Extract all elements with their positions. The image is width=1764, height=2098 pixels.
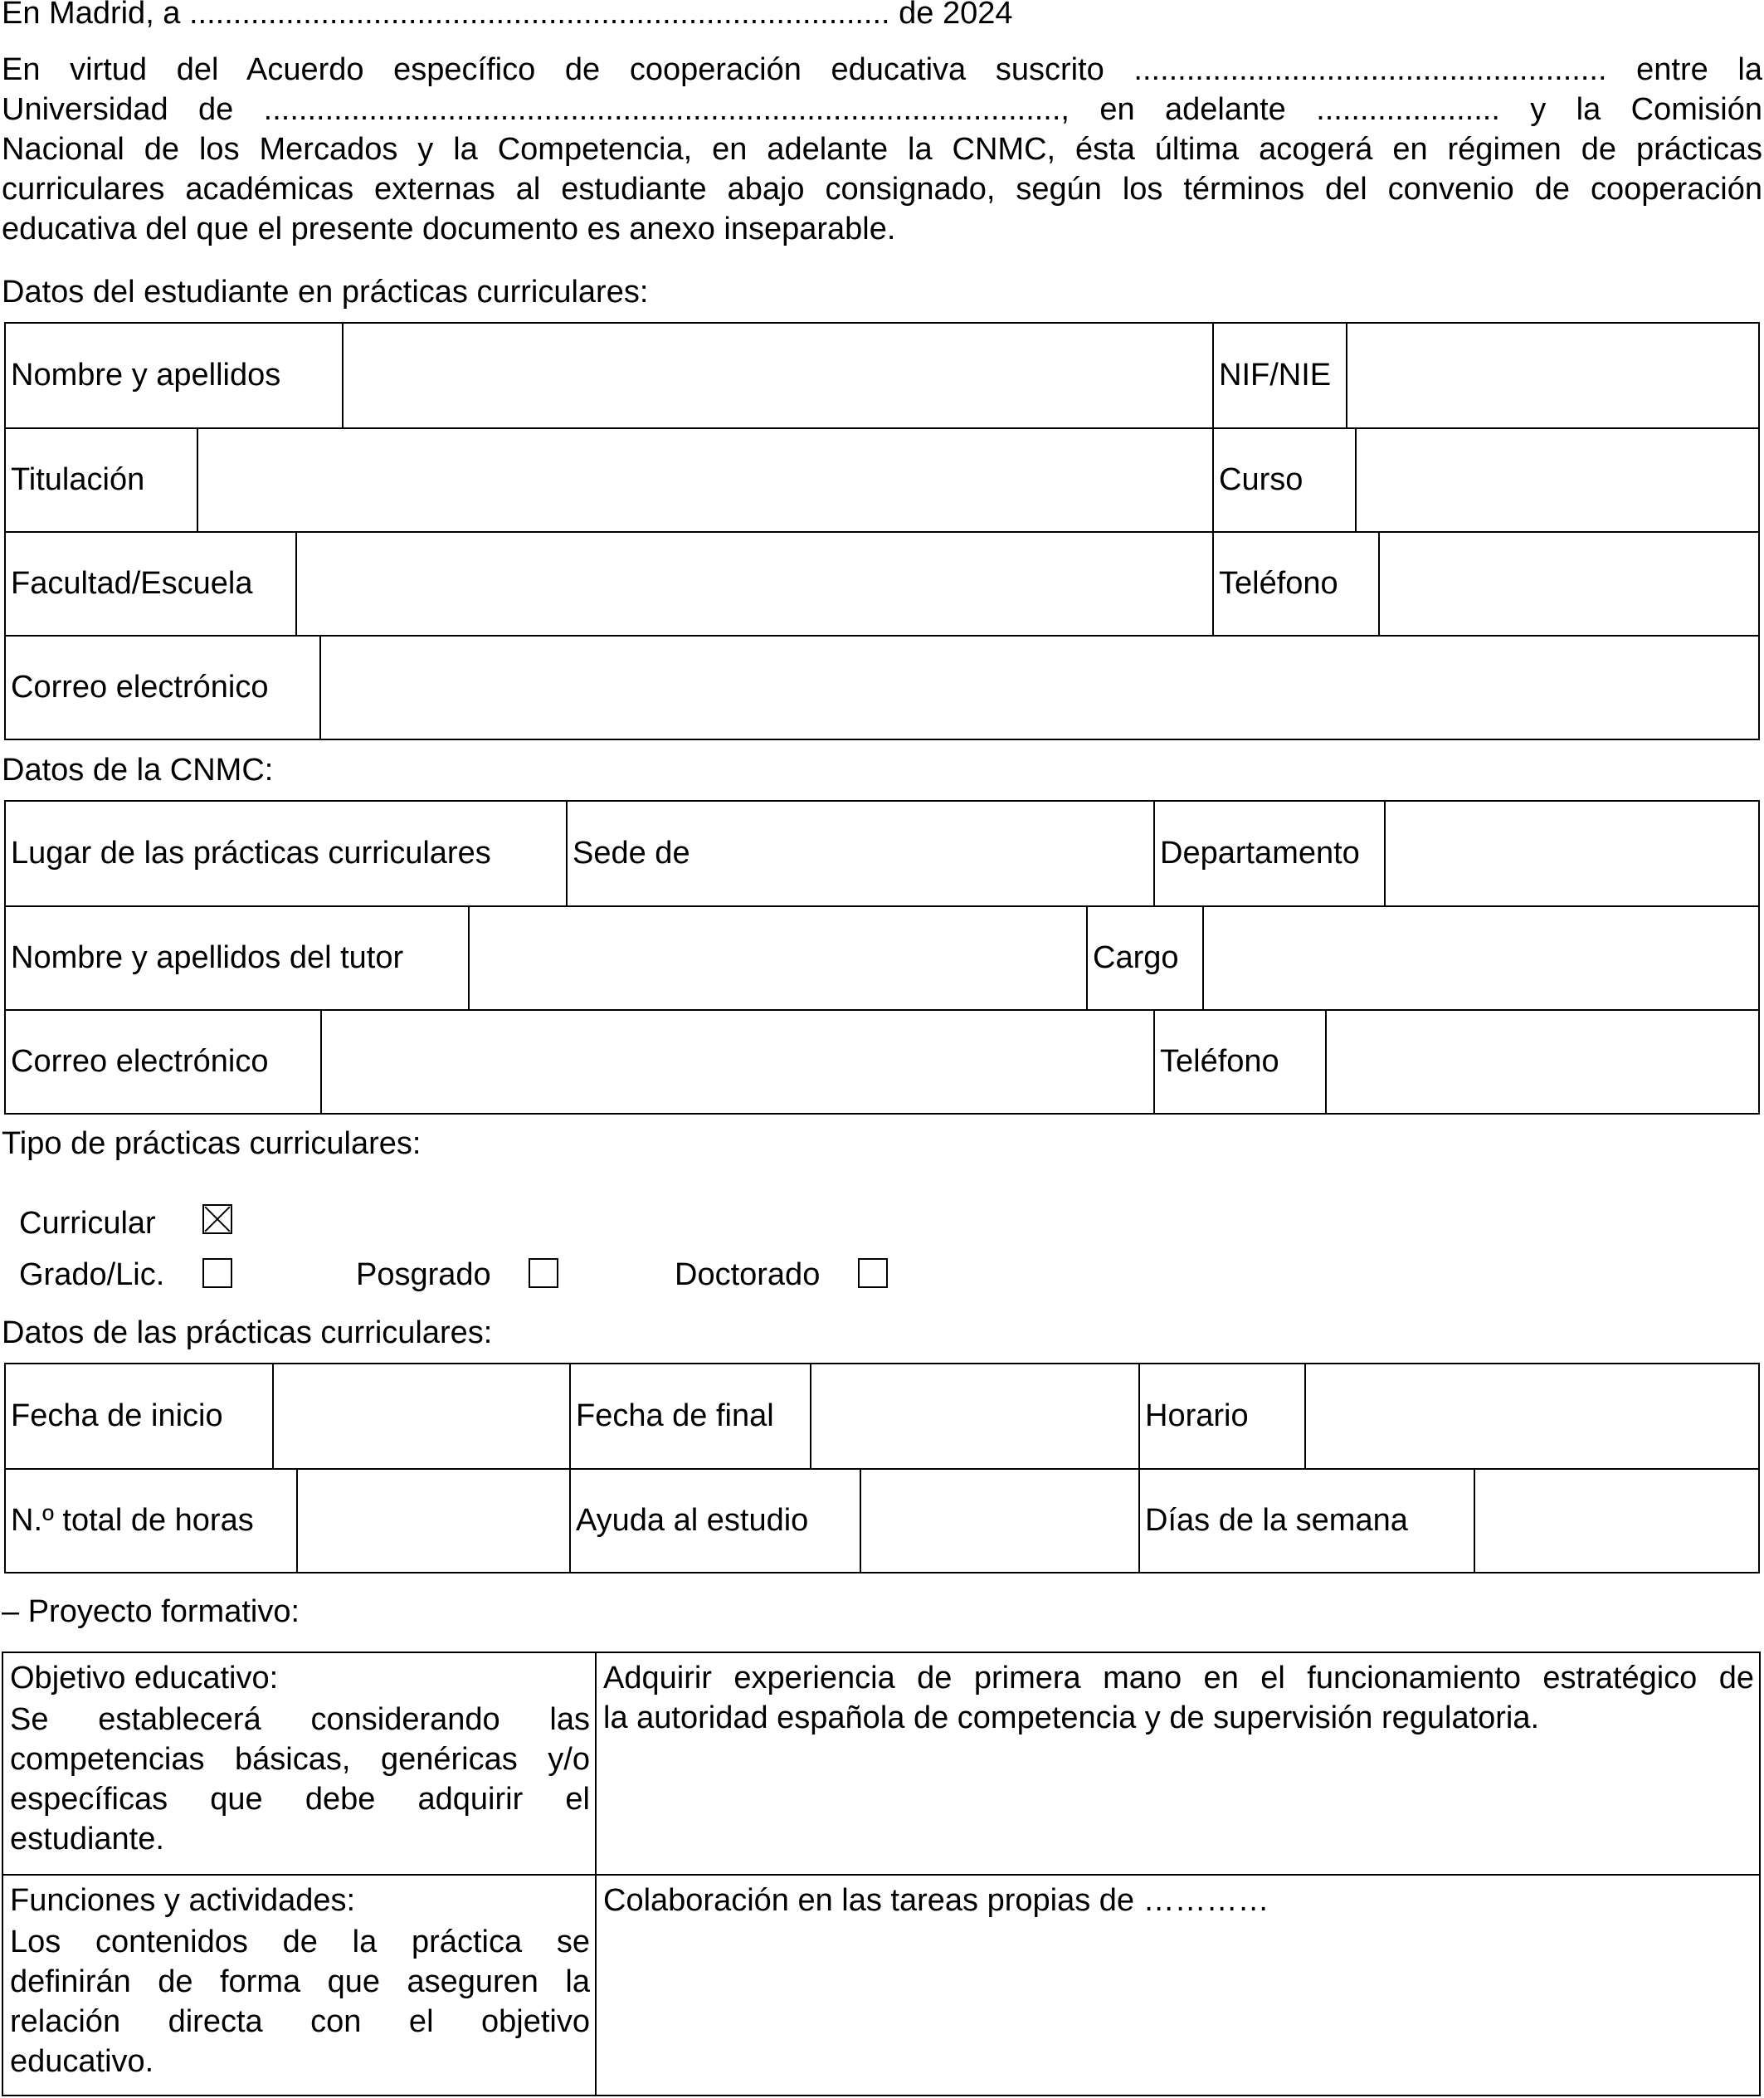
schedule-label: Horario: [1138, 1364, 1304, 1468]
cnmc-position-label: Cargo: [1086, 907, 1202, 1009]
table-row: [6, 905, 1758, 1009]
study-aid-label: Ayuda al estudio: [569, 1470, 860, 1572]
posgrado-checkbox[interactable]: [529, 1258, 558, 1288]
intro-paragraph: [2, 50, 1762, 249]
table-row: [6, 635, 1758, 739]
table-row: [6, 1468, 1758, 1572]
table-row: [3, 1653, 1759, 1876]
cnmc-phone-label: Teléfono: [1153, 1011, 1325, 1113]
cnmc-place-field[interactable]: Sede de: [566, 802, 1153, 905]
intro-line: En virtud del Acuerdo específico de cooperación educativa suscrito ...................................................... entre la: [2, 52, 1762, 87]
student-table: [4, 322, 1760, 740]
weekdays-field[interactable]: [1474, 1470, 1758, 1572]
details-section-heading: Datos de las prácticas curriculares:: [2, 1315, 493, 1350]
intro-line: educativa del que el presente documento es anexo inseparable.: [2, 212, 896, 246]
student-name-label: Nombre y apellidos: [11, 358, 281, 393]
student-course-label: Curso: [1212, 429, 1355, 531]
student-email-label: Correo electrónico: [11, 670, 269, 705]
cnmc-email-label: Correo electrónico: [11, 1044, 269, 1079]
functions-desc-line: Los contenidos de la práctica se: [10, 1925, 590, 1959]
cnmc-department-field[interactable]: [1384, 802, 1758, 905]
student-degree-label: Titulación: [11, 462, 145, 497]
functions-description-cell: [3, 1876, 597, 2095]
cnmc-section-heading: Datos de la CNMC:: [2, 753, 274, 788]
cnmc-department-label: Departamento: [1153, 802, 1384, 905]
student-section-heading: Datos del estudiante en prácticas curriculares:: [2, 275, 649, 310]
objective-desc-line: competencias básicas, genéricas y/o: [10, 1742, 590, 1777]
place-date-line: En Madrid, a ................................................................................ de 2024: [2, 0, 1013, 31]
weekdays-label: Días de la semana: [1138, 1470, 1474, 1572]
student-phone-label: Teléfono: [1212, 533, 1378, 635]
project-section-heading: – Proyecto formativo:: [2, 1594, 300, 1629]
start-date-label: Fecha de inicio: [11, 1398, 223, 1433]
table-row: [6, 427, 1758, 531]
student-nif-field[interactable]: [1346, 324, 1758, 427]
curricular-checkbox[interactable]: [202, 1204, 232, 1234]
posgrado-label: Posgrado: [356, 1257, 491, 1292]
total-hours-field[interactable]: [296, 1470, 569, 1572]
doctorado-checkbox[interactable]: [858, 1258, 888, 1288]
functions-desc-line: definirán de forma que aseguren la: [10, 1964, 590, 1999]
objective-description-cell: [3, 1653, 597, 1874]
objective-desc-line: estudiante.: [10, 1822, 164, 1856]
table-row: [6, 324, 1758, 427]
end-date-field[interactable]: [810, 1364, 1138, 1468]
doctorado-label: Doctorado: [675, 1257, 821, 1292]
total-hours-label: N.º total de horas: [11, 1503, 254, 1538]
student-name-field[interactable]: [342, 324, 1212, 427]
objective-value-line: Adquirir experiencia de primera mano en el funcionamiento estratégico de: [603, 1661, 1754, 1695]
objective-value-cell[interactable]: [597, 1653, 1759, 1874]
functions-desc-line: relación directa con el objetivo: [10, 2004, 590, 2039]
table-row: [3, 1876, 1759, 2095]
functions-title: Funciones y actividades:: [10, 1883, 356, 1918]
student-phone-field[interactable]: [1378, 533, 1758, 635]
intro-line: curriculares académicas externas al estudiante abajo consignado, según los términos del convenio de cooperación: [2, 172, 1762, 207]
type-section-heading: Tipo de prácticas curriculares:: [2, 1126, 422, 1161]
project-table: [2, 1652, 1761, 2096]
curricular-label: Curricular: [19, 1206, 156, 1241]
end-date-label: Fecha de final: [569, 1364, 810, 1468]
table-row: [6, 1364, 1758, 1468]
table-row: [6, 1009, 1758, 1113]
student-degree-field[interactable]: [197, 429, 1212, 531]
objective-desc-line: Se establecerá considerando las: [10, 1702, 590, 1737]
functions-value-cell[interactable]: [597, 1876, 1759, 2095]
cnmc-phone-field[interactable]: [1325, 1011, 1758, 1113]
cnmc-email-field[interactable]: [320, 1011, 1153, 1113]
cnmc-position-field[interactable]: [1202, 907, 1758, 1009]
grado-checkbox[interactable]: [202, 1258, 232, 1288]
cnmc-tutor-label: Nombre y apellidos del tutor: [11, 940, 404, 975]
table-row: [6, 531, 1758, 635]
schedule-field[interactable]: [1304, 1364, 1758, 1468]
functions-desc-line: educativo.: [10, 2044, 154, 2079]
objective-value-line: la autoridad española de competencia y de supervisión regulatoria.: [603, 1700, 1540, 1735]
student-nif-label: NIF/NIE: [1212, 324, 1346, 427]
student-email-field[interactable]: [319, 637, 1758, 739]
student-faculty-label: Facultad/Escuela: [11, 566, 253, 601]
intro-line: Nacional de los Mercados y la Competencia, en adelante la CNMC, ésta última acogerá en régimen de prácticas: [2, 132, 1762, 167]
grado-label: Grado/Lic.: [19, 1257, 165, 1292]
intro-line: Universidad de ..........................................................................................., en adelante ..................... y la Comisión: [2, 92, 1762, 127]
objective-desc-line: específicas que debe adquirir el: [10, 1782, 590, 1817]
objective-title: Objetivo educativo:: [10, 1661, 279, 1695]
table-row: [6, 802, 1758, 905]
functions-value-line: Colaboración en las tareas propias de …………: [603, 1883, 1269, 1918]
student-course-field[interactable]: [1355, 429, 1758, 531]
cnmc-table: [4, 800, 1760, 1115]
start-date-field[interactable]: [272, 1364, 569, 1468]
details-table: [4, 1363, 1760, 1574]
cnmc-tutor-field[interactable]: [468, 907, 1086, 1009]
cnmc-place-label: Lugar de las prácticas curriculares: [11, 836, 491, 871]
student-faculty-field[interactable]: [295, 533, 1212, 635]
study-aid-field[interactable]: [860, 1470, 1138, 1572]
